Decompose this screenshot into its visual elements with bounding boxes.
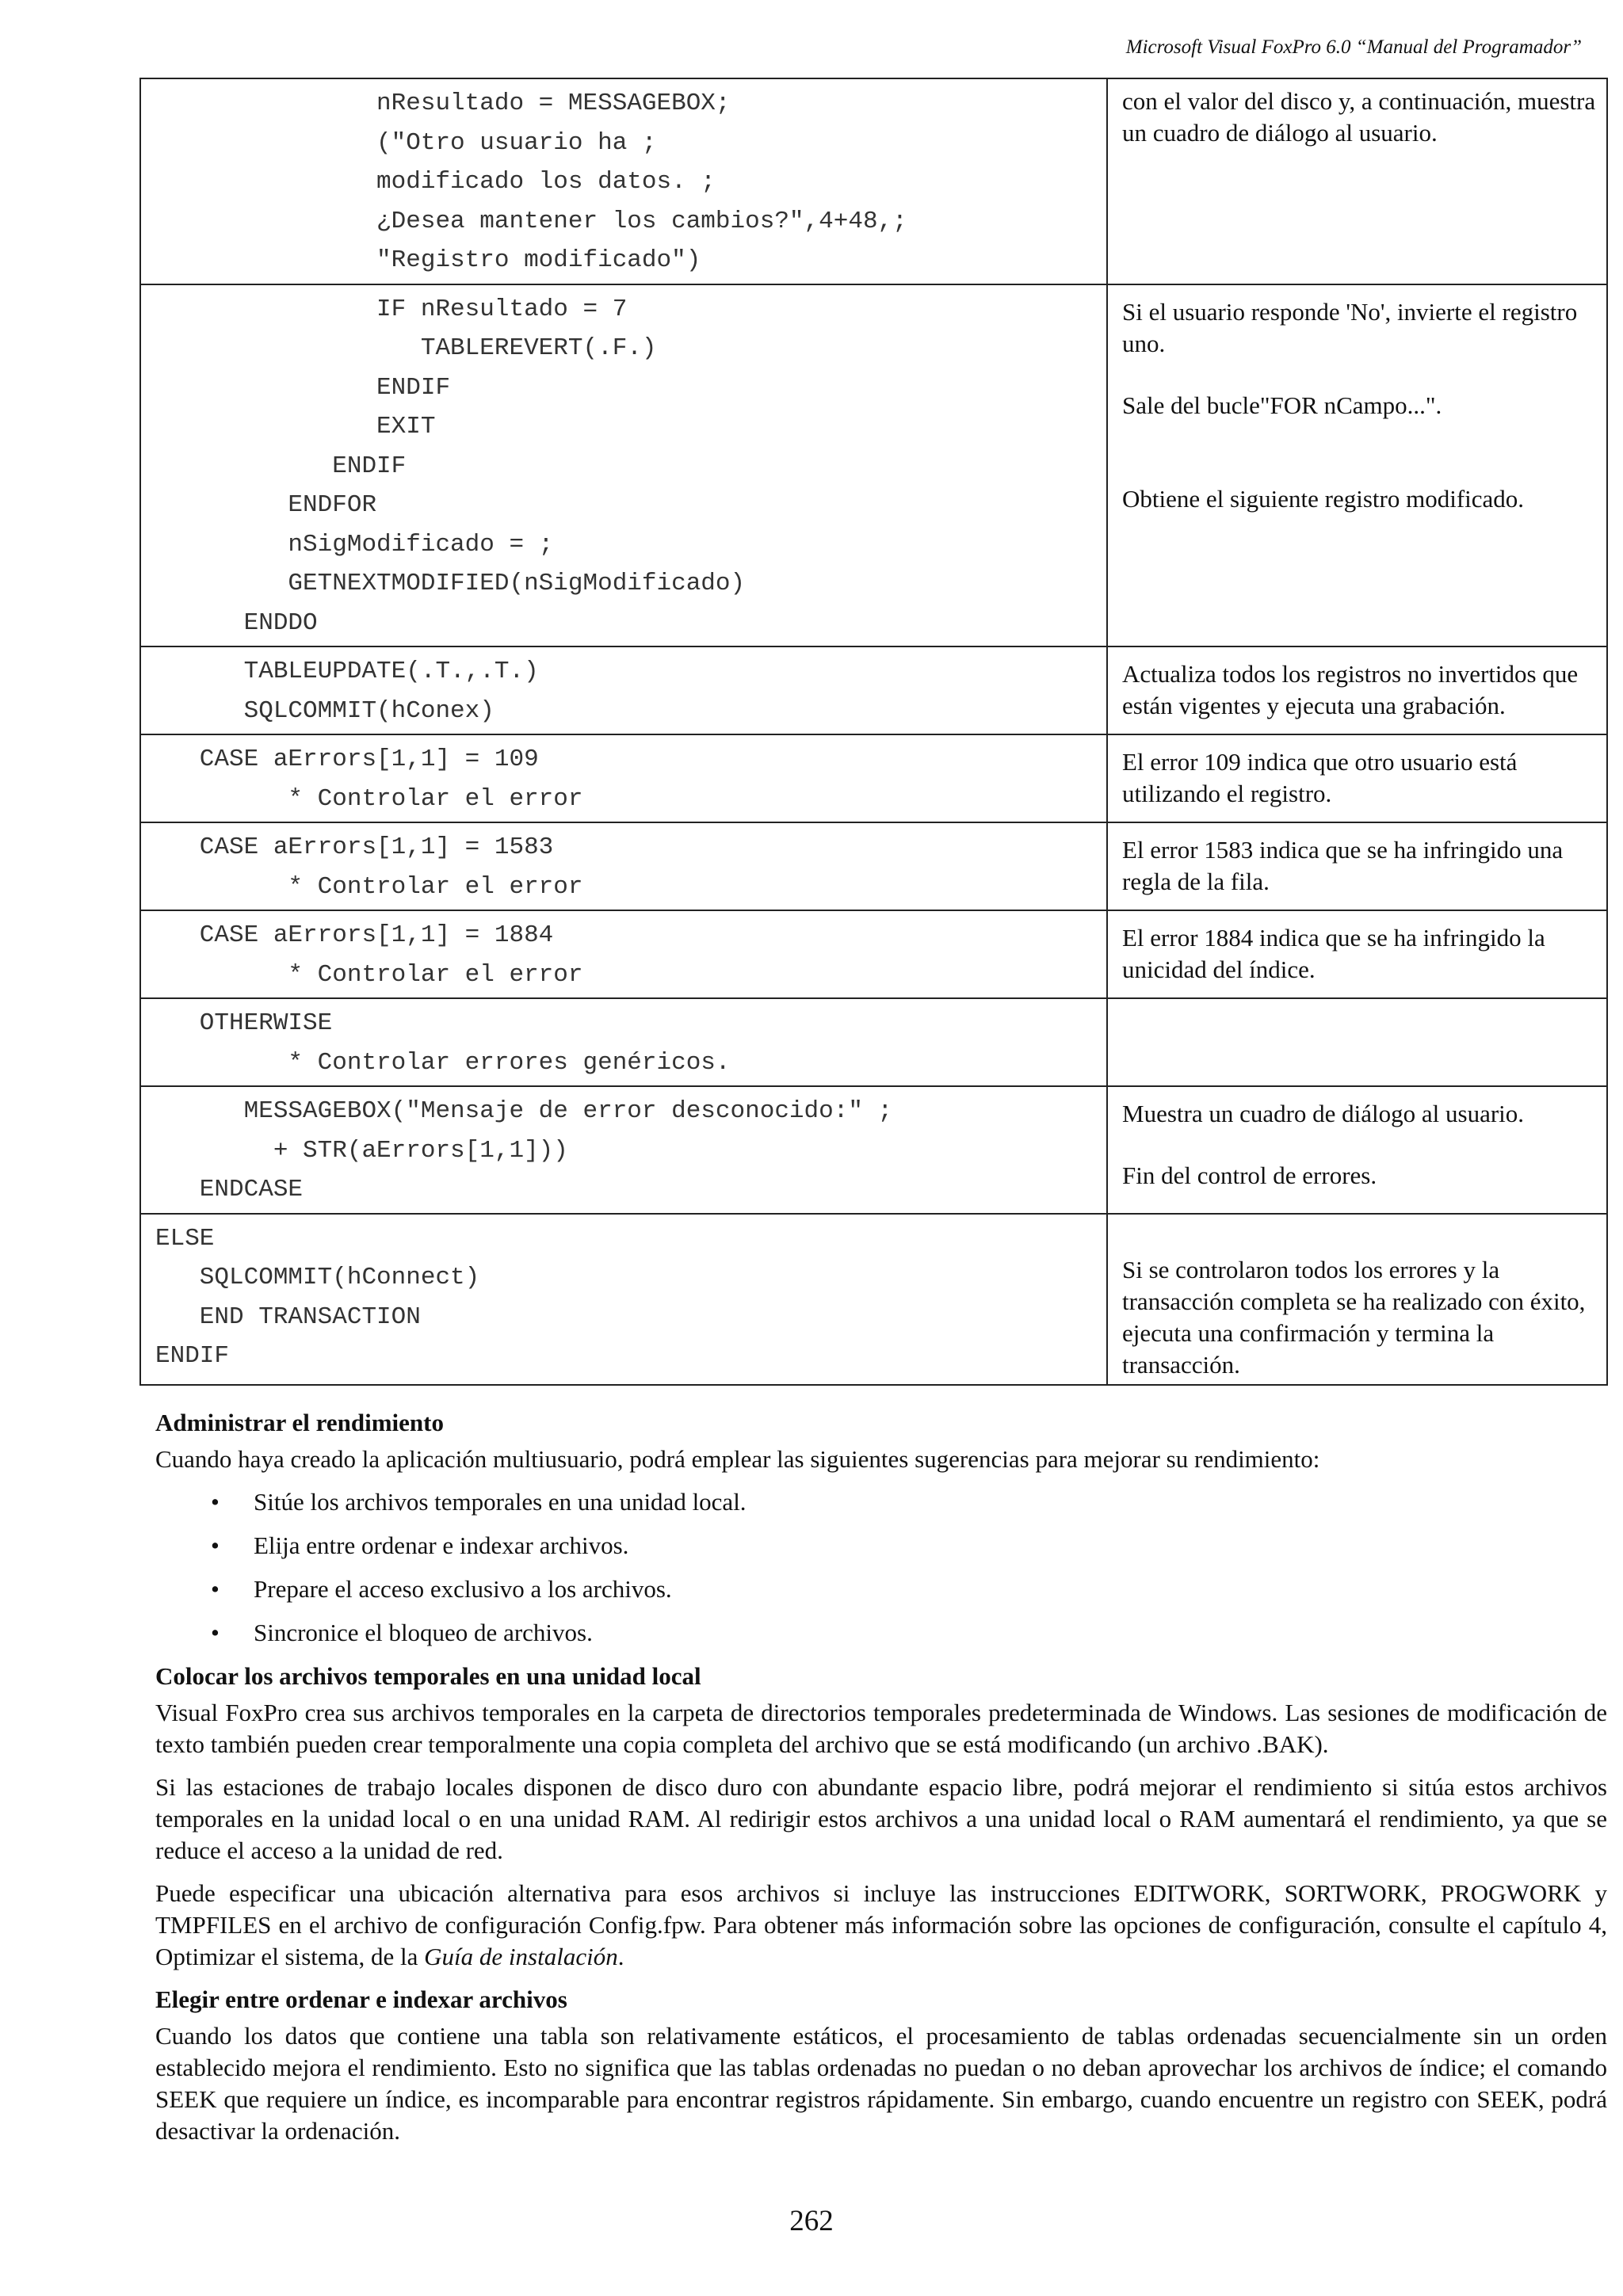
comment-text: El error 109 indica que otro usuario está utilizando el registro. <box>1122 748 1518 807</box>
list-item-text: Sincronice el bloqueo de archivos. <box>254 1619 593 1646</box>
section-heading: Colocar los archivos temporales en una unidad local <box>155 1662 701 1690</box>
code-cell <box>140 78 1107 284</box>
code-line: ENDIF <box>155 1342 230 1370</box>
comment-text: con el valor del disco y, a continuación, muestra un cuadro de diálogo al usuario. <box>1122 87 1596 147</box>
paragraph: Si las estaciones de trabajo locales disponen de disco duro con abundante espacio libre, podrá mejorar el rendimiento si sitúa estos archivos temporales en la unidad local o en una unidad RAM. Al redirigir estos archivos a una unidad local o RAM aumentará el rendimiento, ya que se reduce el acceso a la unidad de red. <box>155 1773 1607 1864</box>
paragraph-text: Puede especificar una ubicación alternativa para esos archivos si incluye las instrucciones EDITWORK, SORTWORK, PROGWORK y TMPFILES en el archivo de configuración Config.fpw. Para obtener más información sobre las opciones de configuración, consulte el capítulo 4, Optimizar el sistema, de la <box>155 1879 1607 1970</box>
comment-text: Sale del bucle"FOR nCampo...". <box>1122 391 1442 419</box>
table-row <box>140 910 1607 998</box>
code-line: ENDIF <box>155 452 407 480</box>
table-row <box>140 734 1607 822</box>
code-line: CASE aErrors[1,1] = 1884 <box>155 921 554 949</box>
table-row <box>140 998 1607 1086</box>
code-line: "Registro modificado") <box>155 246 701 274</box>
table-row <box>140 1086 1607 1214</box>
code-line: END TRANSACTION <box>155 1302 421 1331</box>
code-line: TABLEUPDATE(.T.,.T.) <box>155 658 539 685</box>
table-row <box>140 646 1607 734</box>
code-line: ("Otro usuario ha ; <box>155 128 657 157</box>
list-item <box>155 1530 1607 1562</box>
bullet-icon: • <box>211 1575 220 1603</box>
paragraph <box>155 1878 1607 1973</box>
list-item-text: Prepare el acceso exclusivo a los archivos. <box>254 1575 672 1603</box>
code-line: ENDFOR <box>155 491 377 519</box>
code-line: ENDDO <box>155 608 318 637</box>
book-title: Guía de instalación <box>424 1943 618 1970</box>
comment-cell <box>1107 78 1607 284</box>
paragraph: Cuando haya creado la aplicación multiusuario, podrá emplear las siguientes sugerencias para mejorar su rendimiento: <box>155 1445 1320 1473</box>
body-text <box>155 1407 1607 2158</box>
code-line: EXIT <box>155 413 436 441</box>
code-line: CASE aErrors[1,1] = 1583 <box>155 833 554 861</box>
comment-cell <box>1107 646 1607 734</box>
code-line: ENDCASE <box>155 1176 304 1203</box>
code-line: * Controlar errores genéricos. <box>155 1048 731 1077</box>
comment-cell <box>1107 998 1607 1086</box>
page-number: 262 <box>789 2205 834 2237</box>
code-cell <box>140 822 1107 910</box>
code-line: CASE aErrors[1,1] = 109 <box>155 746 539 773</box>
comment-text: Muestra un cuadro de diálogo al usuario. <box>1122 1100 1525 1127</box>
code-line: nSigModificado = ; <box>155 530 554 559</box>
comment-cell <box>1107 910 1607 998</box>
code-line: IF nResultado = 7 <box>155 295 628 323</box>
comment-cell <box>1107 1086 1607 1214</box>
list-item-text: Elija entre ordenar e indexar archivos. <box>254 1531 629 1559</box>
comment-text: Fin del control de errores. <box>1122 1161 1377 1189</box>
comment-text: Si se controlaron todos los errores y la transacción completa se ha realizado con éxito, ejecuta una confirmación y termina la transacción. <box>1122 1255 1586 1379</box>
comment-text: Obtiene el siguiente registro modificado. <box>1122 484 1525 513</box>
code-line: * Controlar el error <box>155 872 583 901</box>
code-cell <box>140 998 1107 1086</box>
code-cell <box>140 910 1107 998</box>
comment-cell <box>1107 734 1607 822</box>
code-line: modificado los datos. ; <box>155 168 716 196</box>
bullet-icon: • <box>211 1488 220 1516</box>
paragraph: Cuando los datos que contiene una tabla son relativamente estáticos, el procesamiento de tablas ordenadas secuencialmente sin un orden establecido mejora el rendimiento. Esto no significa que las tablas ordenadas no puedan o no deban aprovechar los archivos de índice; el comando SEEK que requiere un índice, es incomparable para encontrar registros rápidamente. Sin embargo, cuando encuentre un registro con SEEK, podrá desactivar la ordenación. <box>155 2022 1607 2145</box>
code-cell <box>140 284 1107 647</box>
comment-text: Actualiza todos los registros no invertidos que están vigentes y ejecuta una grabación. <box>1122 660 1579 719</box>
code-line: MESSAGEBOX("Mensaje de error desconocido:" ; <box>155 1097 893 1125</box>
list-item <box>155 1486 1607 1518</box>
comment-cell <box>1107 284 1607 647</box>
code-cell <box>140 646 1107 734</box>
code-line: * Controlar el error <box>155 960 583 989</box>
running-header: Microsoft Visual FoxPro 6.0 “Manual del Programador” <box>1125 36 1582 58</box>
bullet-icon: • <box>211 1619 220 1646</box>
bullet-icon: • <box>211 1531 220 1559</box>
table-row <box>140 822 1607 910</box>
code-line: nResultado = MESSAGEBOX; <box>155 90 731 117</box>
code-line: SQLCOMMIT(hConex) <box>155 696 495 725</box>
code-line: ELSE <box>155 1224 215 1253</box>
code-cell <box>140 1214 1107 1385</box>
code-line: + STR(aErrors[1,1])) <box>155 1136 568 1165</box>
comment-cell <box>1107 1214 1607 1385</box>
table-row <box>140 78 1607 284</box>
code-line: ¿Desea mantener los cambios?",4+48,; <box>155 207 907 235</box>
comment-cell <box>1107 822 1607 910</box>
list-item-text: Sitúe los archivos temporales en una unidad local. <box>254 1488 747 1516</box>
list-item <box>155 1573 1607 1605</box>
section-heading: Administrar el rendimiento <box>155 1409 444 1436</box>
code-line: ENDIF <box>155 373 451 402</box>
table-row <box>140 284 1607 647</box>
section-heading: Elegir entre ordenar e indexar archivos <box>155 1985 567 2013</box>
code-line: SQLCOMMIT(hConnect) <box>155 1264 480 1291</box>
list-item <box>155 1617 1607 1649</box>
code-line: OTHERWISE <box>155 1009 333 1037</box>
code-line: GETNEXTMODIFIED(nSigModificado) <box>155 570 746 597</box>
code-line: * Controlar el error <box>155 784 583 813</box>
comment-text: El error 1884 indica que se ha infringido la unicidad del índice. <box>1122 924 1545 983</box>
code-line: TABLEREVERT(.F.) <box>155 334 657 362</box>
table-row <box>140 1214 1607 1385</box>
bullet-list <box>155 1486 1607 1649</box>
paragraph-text: . <box>617 1943 624 1970</box>
code-table <box>139 78 1608 1386</box>
comment-text: El error 1583 indica que se ha infringido una regla de la fila. <box>1122 836 1564 895</box>
paragraph: Visual FoxPro crea sus archivos temporales en la carpeta de directorios temporales predeterminada de Windows. Las sesiones de modificación de texto también pueden crear temporalmente una copia completa del archivo que se está modificando (un archivo .BAK). <box>155 1699 1607 1758</box>
code-cell <box>140 1086 1107 1214</box>
comment-text: Si el usuario responde 'No', invierte el registro uno. <box>1122 297 1578 357</box>
code-cell <box>140 734 1107 822</box>
